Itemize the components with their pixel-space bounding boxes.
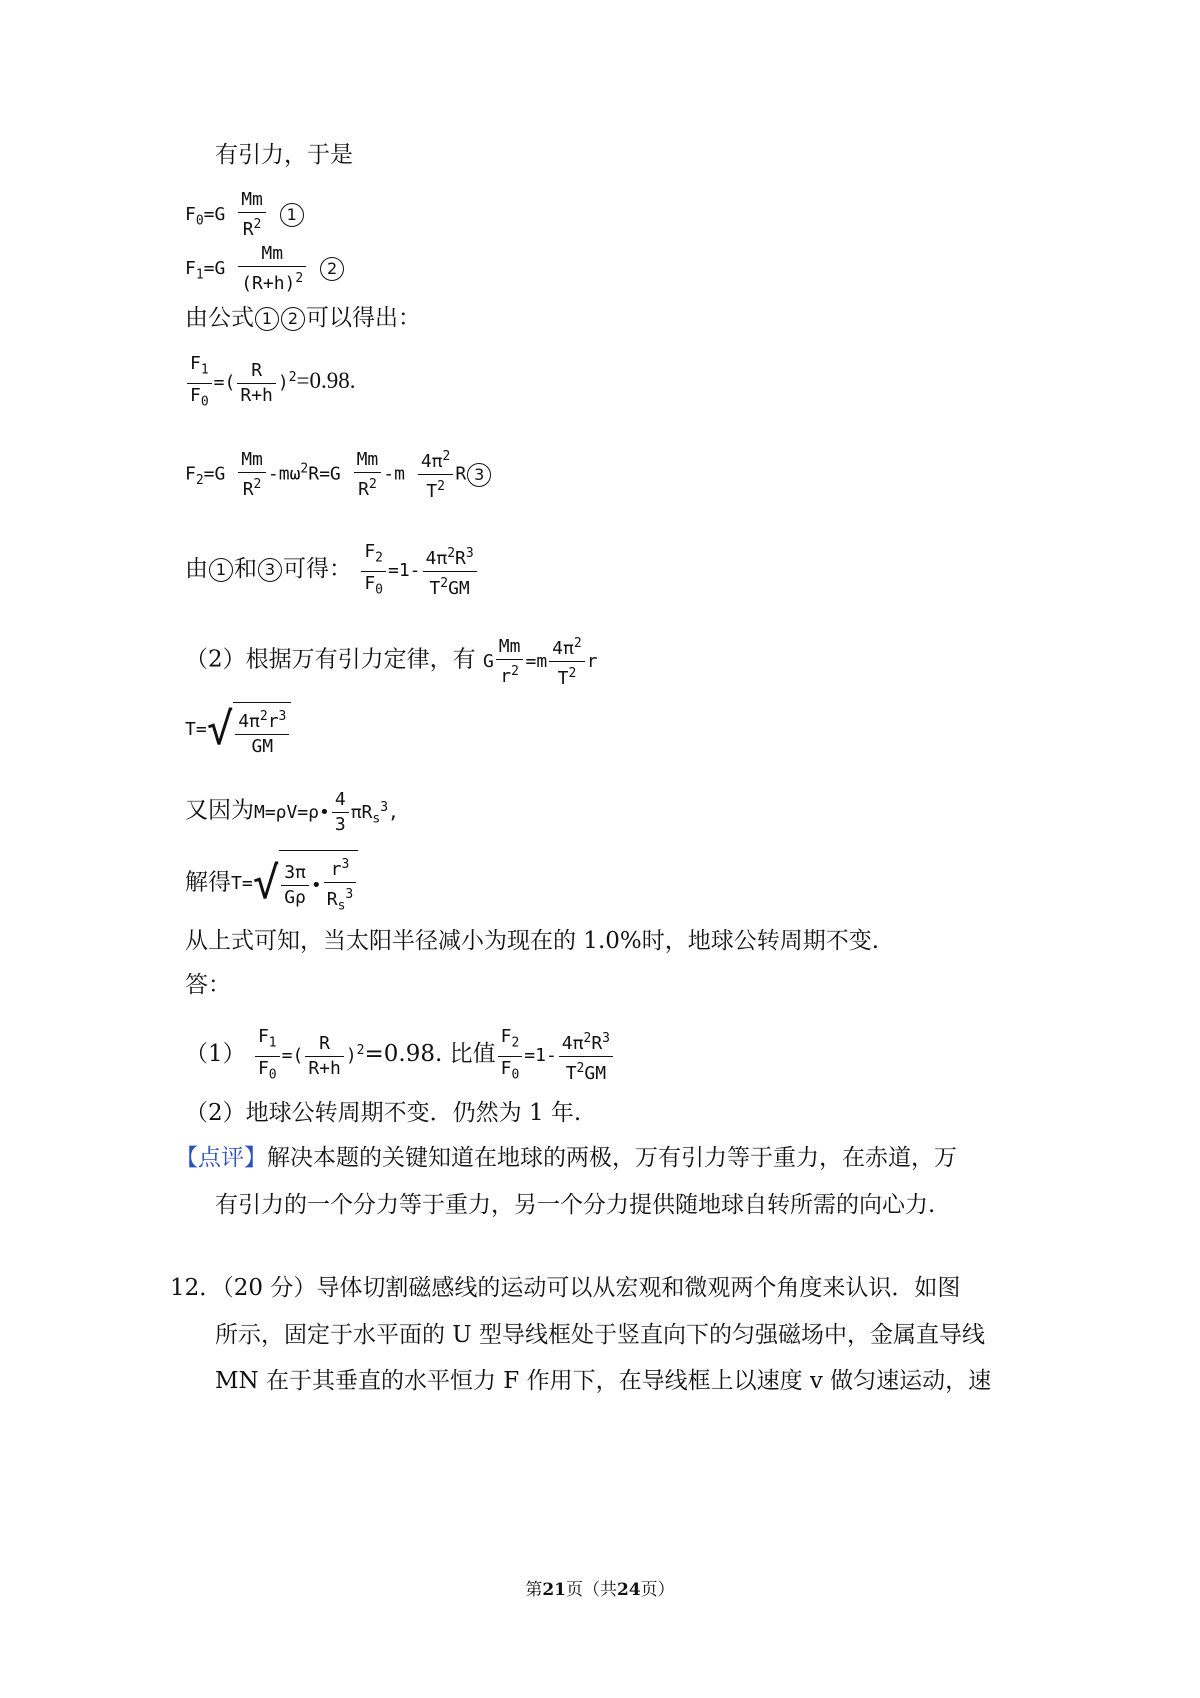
answer-2: （2）地球公转周期不变．仍然为 1 年. bbox=[185, 1100, 582, 1126]
circled-1: 1 bbox=[280, 203, 304, 227]
solve-line: 解得T=√ $\frac{3\pi}{G\rho}$ • $\frac{r^3}{R_s^3}$ bbox=[185, 850, 358, 919]
answer-label: 答： bbox=[185, 972, 231, 998]
comment-tag: 【点评】 bbox=[175, 1145, 267, 1171]
question-12-line-2: 所示，固定于水平面的 U 型导线框处于竖直向下的匀强磁场中，金属直导线 bbox=[215, 1322, 986, 1348]
equation-1: $F_0=G$ $\frac{Mm}{R^2}$ 1 bbox=[185, 188, 305, 242]
answer-1: （1） $\frac{F_1}{F_0}$ =( $\frac{R}{R+h}$ )$^2$=0.98. 比值 $\frac{F_2}{F_0}$ =1- $\frac{4\pi^2R^3}{T^2GM}$ bbox=[185, 1025, 615, 1087]
period-equation: T=√ $\frac{4\pi^2r^3}{GM}$ bbox=[185, 700, 291, 760]
comment-line-1: 【点评】解决本题的关键知道在地球的两极，万有引力等于重力，在赤道，万 bbox=[175, 1145, 957, 1171]
conclusion-text: 从上式可知，当太阳半径减小为现在的 1.0%时，地球公转周期不变. bbox=[185, 928, 880, 954]
part2-line: （2）根据万有引力定律，有 G $\frac{Mm}{r^2}$ =m $\frac{4\pi^2}{T^2}$ r bbox=[185, 632, 598, 691]
equation-2: $F_1=G$ $\frac{Mm}{(R+h)^2}$ 2 bbox=[185, 242, 345, 296]
ratio-equation: $\frac{F_1}{F_0}$ =( $\frac{R}{R+h}$ )$^2$=0.98. bbox=[185, 352, 356, 414]
formula-line: 由公式 1 2 可以得出： bbox=[185, 305, 421, 331]
mass-line: 又因为M=ρV=ρ• $\frac{4}{3}$ $\pi R_s^3$, bbox=[185, 789, 399, 835]
derive-line: 由 1 和 3 可得： $\frac{F_2}{F_0}$ =1- $\frac{4\pi^2R^3}{T^2GM}$ bbox=[185, 540, 479, 602]
equation-3: $F_2=G$ $\frac{Mm}{R^2}$ $-m\omega^2R=G$ $\frac{Mm}{R^2}$ -m $\frac{4\pi^2}{T^2}$ R 3 bbox=[185, 445, 492, 504]
intro-text: 有引力，于是 bbox=[215, 142, 353, 168]
circled-2: 2 bbox=[320, 257, 344, 281]
circled-3: 3 bbox=[467, 463, 491, 487]
question-12-line-3: MN 在于其垂直的水平恒力 F 作用下，在导线框上以速度 v 做匀速运动，速 bbox=[215, 1368, 992, 1394]
question-12-line-1: 12．（20 分）导体切割磁感线的运动可以从宏观和微观两个角度来认识．如图 bbox=[170, 1275, 961, 1301]
comment-line-2: 有引力的一个分力等于重力，另一个分力提供随地球自转所需的向心力. bbox=[215, 1192, 936, 1218]
page-footer: 第21页（共24页） bbox=[525, 1580, 675, 1600]
